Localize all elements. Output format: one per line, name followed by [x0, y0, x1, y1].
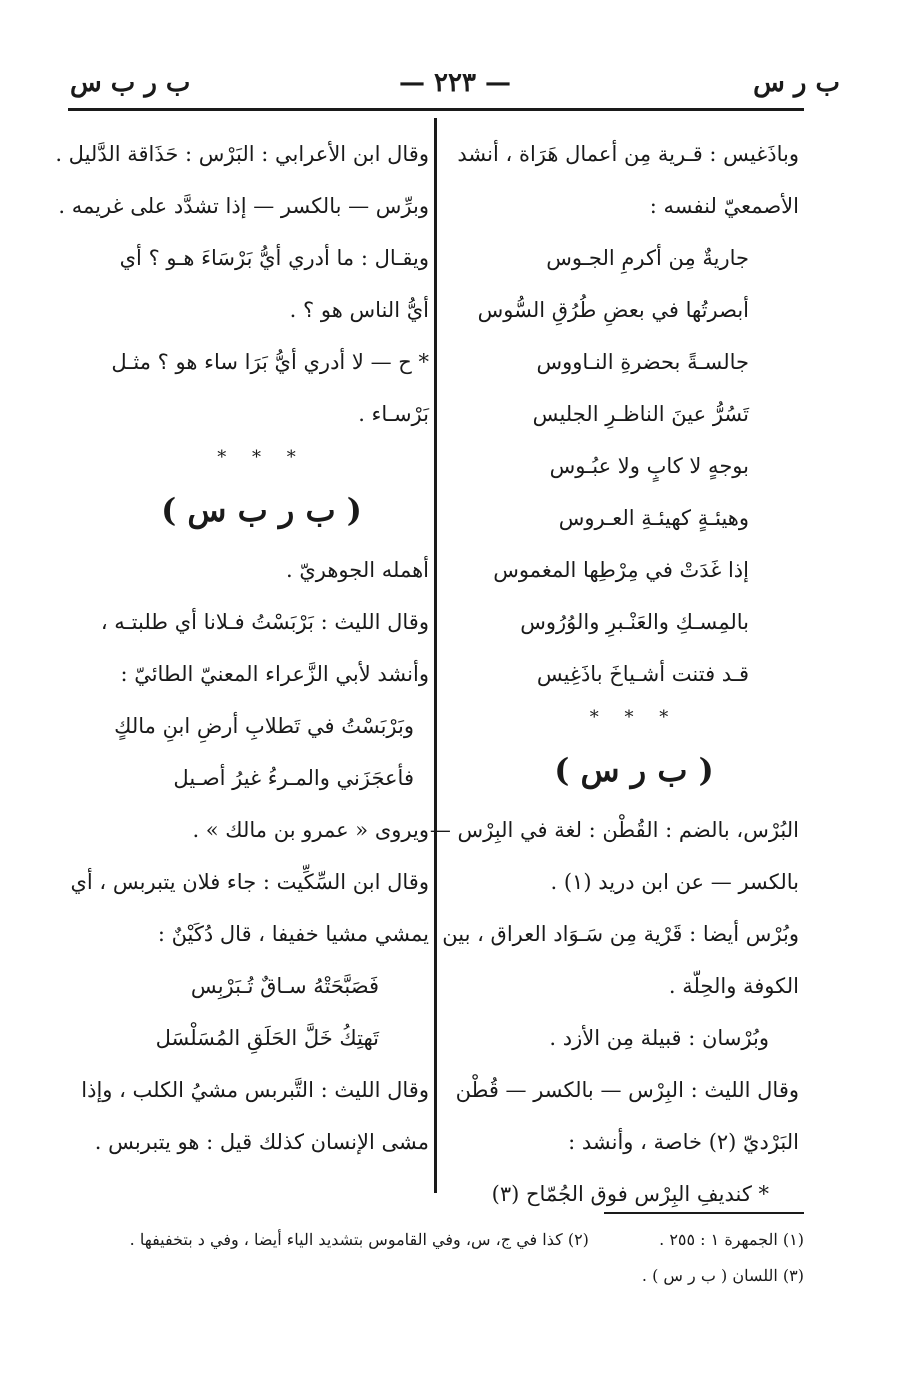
verse-line: تَهتِكُ خَلَّ الحَلَقِ المُسَلْسَل	[155, 1026, 379, 1050]
text-line: * ح — لا أدري أيُّ بَرَا ساء هو ؟ مثـل	[111, 350, 429, 374]
text-line: وبرِّس — بالكسر — إذا تشدَّد على غريمه .	[58, 194, 429, 218]
header-root-right: ب ر س	[753, 68, 840, 98]
section-separator: * * *	[589, 707, 679, 728]
text-line: وبُرْسان : قبيلة مِن الأزد .	[549, 1026, 769, 1050]
verse-line: فأعجَزَني والمـرءُ غيرُ أصـيل	[173, 766, 414, 790]
verse-line: جاريةٌ مِن أكرمِ الجـوس	[546, 246, 749, 270]
text-line: بالكسر — عن ابن دريد (١) .	[550, 870, 799, 894]
right-column	[429, 128, 799, 1220]
text-line: الكوفة والحِلّة .	[668, 974, 799, 998]
section-separator: * * *	[217, 447, 306, 468]
text-line: البَرْديّ (٢) خاصة ، وأنشد :	[568, 1130, 799, 1154]
text-line: وقال ابن السِّكِّيت : جاء فلان يتبربس ، أي	[70, 870, 429, 894]
text-line: وأنشد لأبي الزَّعراء المعنيّ الطائيّ :	[120, 662, 429, 686]
verse-line: فَصَبَّحَتْهُ سـاقٌ تُـبَرْبِس	[190, 974, 379, 998]
text-line: وقال الليث : التَّبربس مشيُ الكلب ، وإذا	[81, 1078, 429, 1102]
header-root-left: ب ر ب س	[70, 68, 191, 98]
footnote-rule	[604, 1212, 804, 1214]
verse-line: بوجهٍ لا كابٍ ولا عبُـوس	[549, 454, 749, 478]
verse-line: وبَرْبَسْتُ في تَطلابِ أرضِ ابنِ مالكٍ	[114, 714, 414, 738]
text-line: أهمله الجوهريّ .	[285, 558, 429, 582]
verse-line: قـد فتنت أشـياخَ باذَغِيس	[536, 662, 749, 686]
footnote-row	[104, 1222, 804, 1258]
entry-heading: ( ب ر ب س )	[161, 491, 362, 529]
text-line: ويروى « عمرو بن مالك » .	[192, 818, 429, 842]
footnote-3: (٣) اللسان ( ب ر س ) .	[641, 1266, 804, 1285]
text-line: وقال الليث : البِرْس — بالكسر — قُطْن	[455, 1078, 799, 1102]
column-divider	[434, 118, 437, 1193]
footnote-1: (١) الجمهرة ١ : ٢٥٥ .	[659, 1230, 804, 1249]
running-header	[70, 68, 840, 108]
footnote-2: (٢) كذا في ج، س، وفي القاموس بتشديد الياء أيضا ، وفي د بتخفيفها .	[129, 1230, 589, 1249]
text-line: ويقـال : ما أدري أيُّ بَرْسَاءَ هـو ؟ أي	[119, 246, 429, 270]
text-line: يمشي مشيا خفيفا ، قال دُكَيْنٌ :	[157, 922, 429, 946]
text-line: أيُّ الناس هو ؟ .	[289, 298, 429, 322]
verse-line: وهيئـةٍ كهيئـةِ العـروس	[558, 506, 749, 530]
verse-line: إذا غَدَتْ في مِرْطِها المغموس	[493, 558, 749, 582]
verse-line: جالسـةً بحضرةِ النـاووس	[536, 350, 749, 374]
entry-heading: ( ب ر س )	[554, 751, 714, 789]
text-line: وقال الليث : بَرْبَسْتُ فـلانا أي طلبتـه ،	[100, 610, 429, 634]
verse-line: بالمِسـكِ والعَنْـبرِ والوُرُوس	[520, 610, 749, 634]
left-column	[55, 128, 429, 1168]
text-line: وبُرْس أيضا : قَرْية مِن سَـوَاد العراق ، بين	[442, 922, 799, 946]
text-line: وقال ابن الأعرابي : البَرْس : حَذَاقة الدَّليل .	[55, 142, 429, 166]
text-line: الأصمعيّ لنفسه :	[649, 194, 799, 218]
footnote-row	[104, 1258, 804, 1294]
text-line: وباذَغيس : قـرية مِن أعمال هَرَاة ، أنشد	[457, 142, 799, 166]
text-line: مشى الإنسان كذلك قيل : هو يتبربس .	[94, 1130, 429, 1154]
footnotes	[104, 1222, 804, 1294]
verse-line: تَسُرُّ عينَ الناظـرِ الجليس	[532, 402, 749, 426]
text-line: * كنديفِ البِرْس فوق الجُمّاح (٣)	[491, 1182, 769, 1206]
header-rule	[68, 108, 804, 111]
page-number: — ٢٢٣ —	[398, 68, 512, 98]
text-line: البُرْس، بالضم : القُطْن : لغة في البِرْس —	[429, 818, 799, 842]
text-line: بَرْسـاء .	[358, 402, 429, 426]
verse-line: أبصرتُها في بعضِ طُرُقِ السُّوس	[477, 298, 749, 322]
